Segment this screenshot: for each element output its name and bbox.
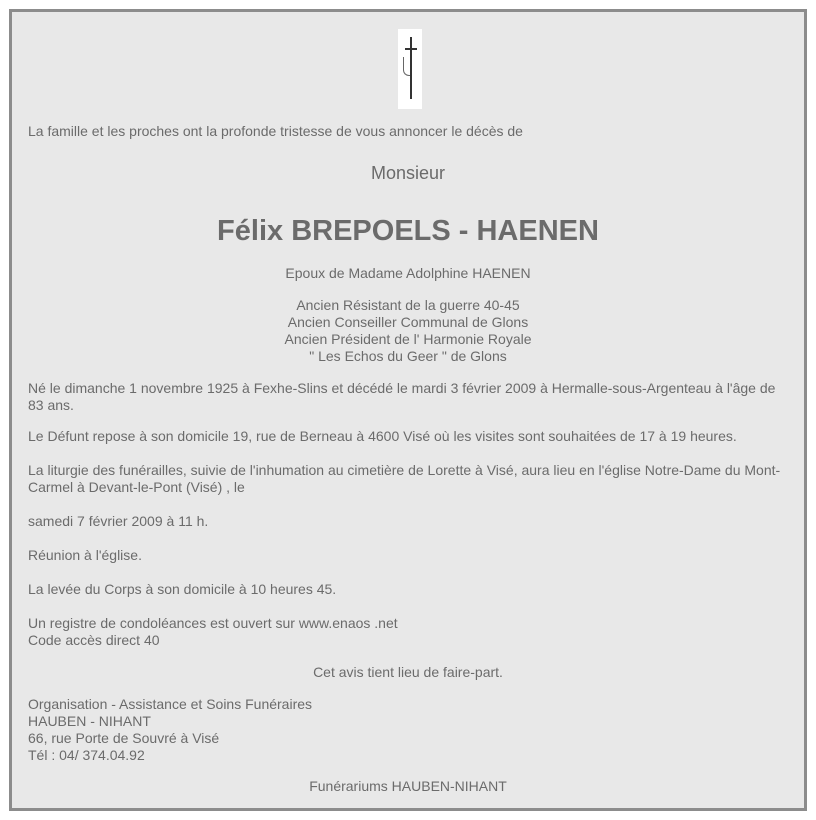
- organisation-line: Organisation - Assistance et Soins Funéraires: [28, 696, 313, 712]
- repose-paragraph: Le Défunt repose à son domicile 19, rue de Berneau à 4600 Visé où les visites sont souhaitées de 17 à 19 heures.: [28, 428, 737, 444]
- death-notice-frame: [9, 9, 807, 811]
- notice-text: Cet avis tient lieu de faire-part.: [313, 664, 503, 680]
- salutation: Monsieur: [370, 163, 446, 183]
- title-line: Ancien Président de l' Harmonie Royale: [284, 331, 532, 347]
- organisation-line: HAUBEN - NIHANT: [28, 713, 151, 729]
- deceased-name: Félix BREPOELS - HAENEN: [217, 215, 599, 247]
- title-line: Ancien Résistant de la guerre 40-45: [296, 297, 520, 313]
- spouse-line: Epoux de Madame Adolphine HAENEN: [285, 265, 531, 281]
- register-line: Un registre de condoléances est ouvert sur www.enaos .net: [28, 615, 398, 631]
- organisation-line: 66, rue Porte de Souvré à Visé: [28, 730, 220, 746]
- register-code: Code accès direct 40: [28, 632, 160, 648]
- liturgy-paragraph: La liturgie des funérailles, suivie de l'inhumation au cimetière de Lorette à Visé, aura lieu en l'église Notre-Dame du Mont-Carmel à Devant-le-Pont (Visé) , le: [28, 462, 781, 495]
- title-line: " Les Echos du Geer " de Glons: [309, 348, 507, 364]
- intro-text: La famille et les proches ont la profonde tristesse de vous annoncer le décès de: [28, 123, 523, 139]
- footer-text: Funérariums HAUBEN-NIHANT: [309, 778, 507, 794]
- meeting-text: Réunion à l'église.: [28, 547, 142, 563]
- organisation-phone: Tél : 04/ 374.04.92: [28, 747, 145, 763]
- levee-text: La levée du Corps à son domicile à 10 heures 45.: [28, 581, 337, 597]
- birth-death-paragraph: Né le dimanche 1 novembre 1925 à Fexhe-Slins et décédé le mardi 3 février 2009 à Hermalle-sous-Argenteau à l'âge de 83 ans.: [28, 380, 776, 413]
- title-line: Ancien Conseiller Communal de Glons: [287, 314, 529, 330]
- cross-icon: [398, 29, 422, 109]
- ceremony-date: samedi 7 février 2009 à 11 h.: [28, 513, 209, 529]
